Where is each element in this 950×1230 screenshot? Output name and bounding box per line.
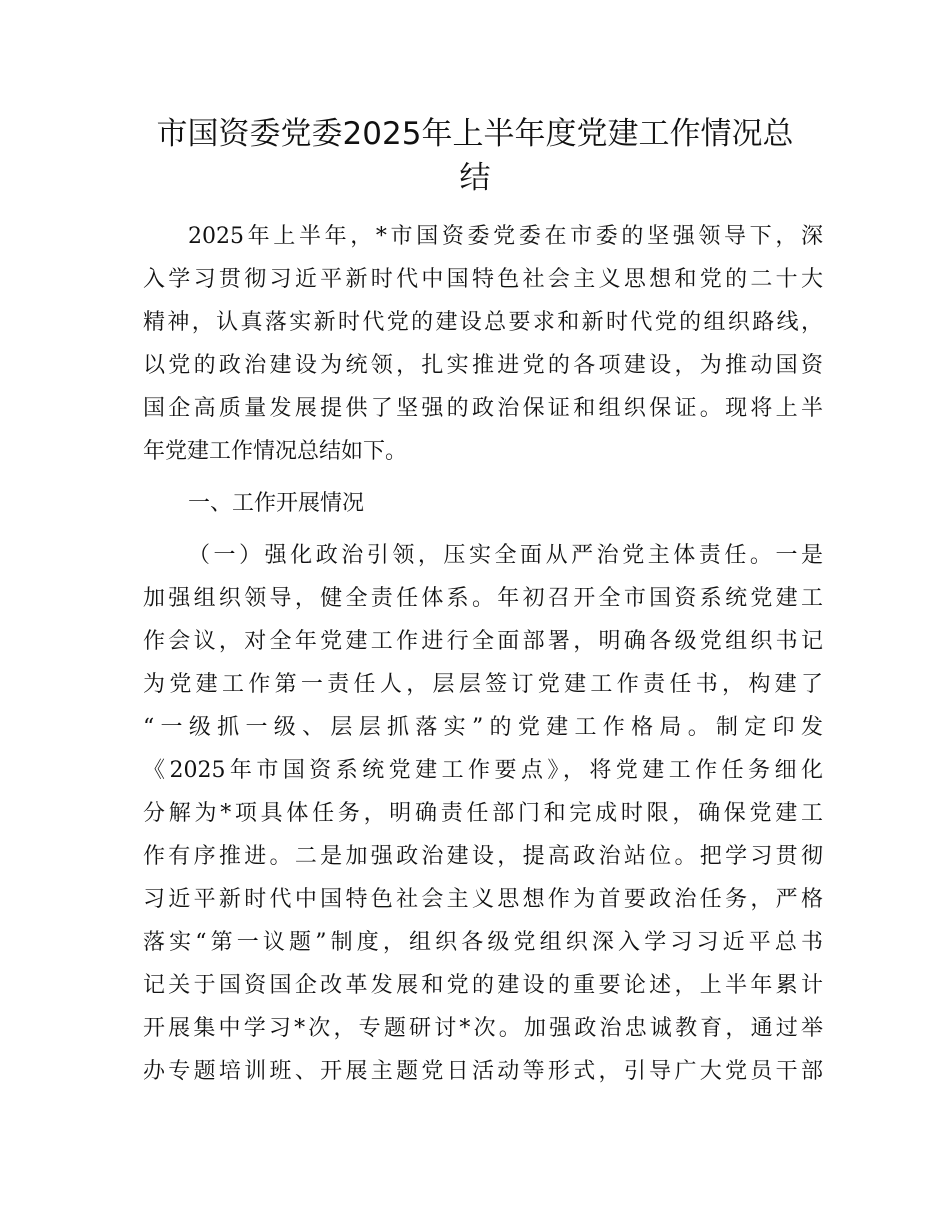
body-text-line: 入学习贯彻习近平新时代中国特色社会主义思想和党的二十大 xyxy=(143,267,823,292)
section-heading: 一、工作开展情况 xyxy=(188,491,365,516)
body-text-line: 记关于国资国企改革发展和党的建设的重要论述，上半年累计 xyxy=(143,973,823,998)
body-text-line: （一）强化政治引领，压实全面从严治党主体责任。一是 xyxy=(188,543,823,568)
body-text-line: 2025年上半年，*市国资委党委在市委的坚强领导下，深 xyxy=(188,224,823,249)
body-text-line: 习近平新时代中国特色社会主义思想作为首要政治任务，严格 xyxy=(143,887,823,912)
body-text-line: 作会议，对全年党建工作进行全面部署，明确各级党组织书记 xyxy=(143,629,823,654)
body-text-line: 年党建工作情况总结如下。 xyxy=(143,439,408,464)
body-text-line: “一级抓一级、层层抓落实”的党建工作格局。制定印发 xyxy=(143,715,823,740)
body-text-line: 精神，认真落实新时代党的建设总要求和新时代党的组织路线， xyxy=(143,310,823,335)
body-text-line: 为党建工作第一责任人，层层签订党建工作责任书，构建了 xyxy=(143,672,823,697)
body-text-line: 开展集中学习*次，专题研讨*次。加强政治忠诚教育，通过举 xyxy=(143,1016,823,1041)
body-text-line: 以党的政治建设为统领，扎实推进党的各项建设，为推动国资 xyxy=(143,353,823,378)
body-text-line: 加强组织领导，健全责任体系。年初召开全市国资系统党建工 xyxy=(143,586,823,611)
body-text-line: 落实“第一议题”制度，组织各级党组织深入学习习近平总书 xyxy=(143,930,823,955)
body-text-line: 作有序推进。二是加强政治建设，提高政治站位。把学习贯彻 xyxy=(143,844,823,869)
body-text-line: 办专题培训班、开展主题党日活动等形式，引导广大党员干部 xyxy=(143,1059,823,1084)
document-title-line-1: 市国资委党委2025年上半年度党建工作情况总 xyxy=(156,116,794,152)
body-text-line: 分解为*项具体任务，明确责任部门和完成时限，确保党建工 xyxy=(143,801,823,826)
body-text-line: 《2025年市国资系统党建工作要点》，将党建工作任务细化 xyxy=(143,758,823,783)
document-title-line-2: 结 xyxy=(459,160,491,196)
body-text-line: 国企高质量发展提供了坚强的政治保证和组织保证。现将上半 xyxy=(143,396,823,421)
